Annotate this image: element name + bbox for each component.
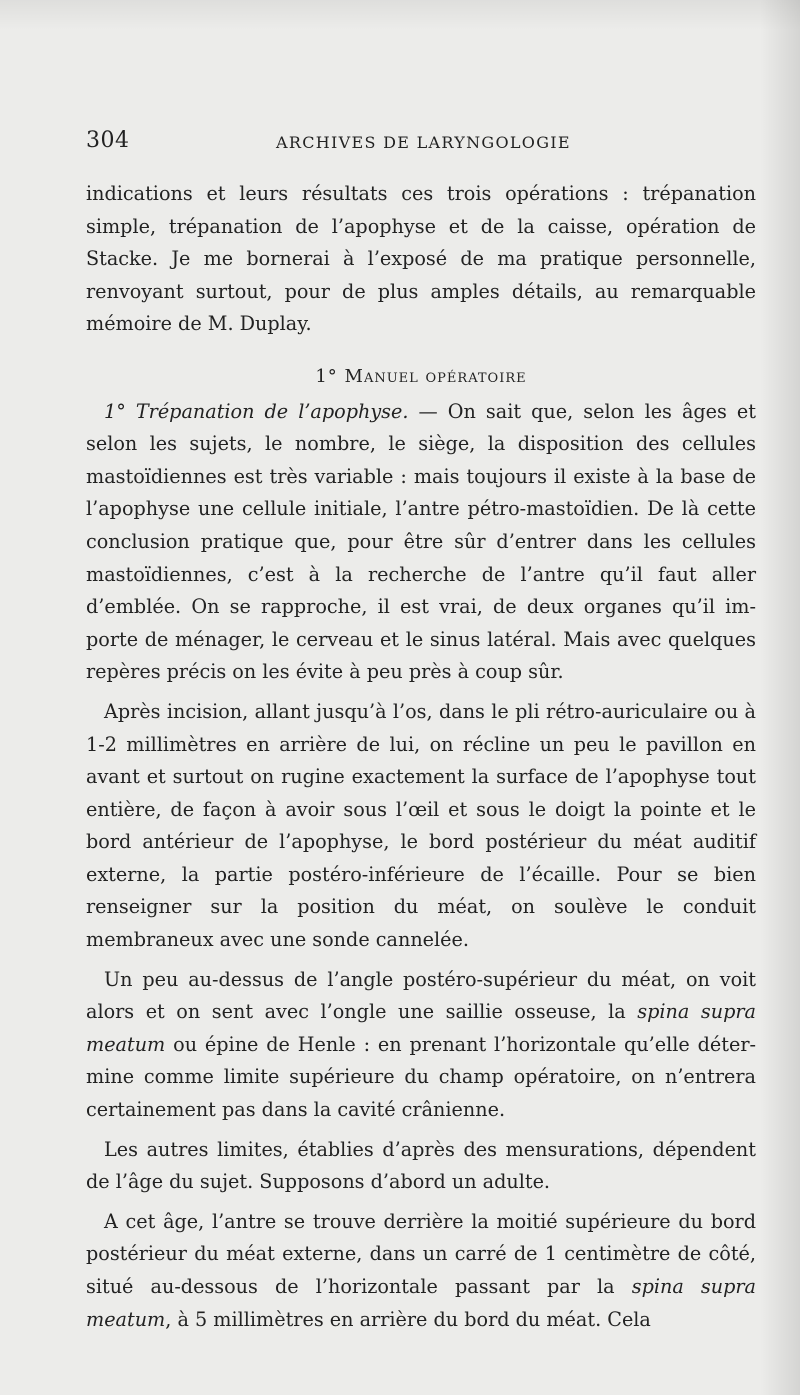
paragraph-adulte <box>86 1206 756 1336</box>
paragraph-continuation: indications et leurs résultats ces trois opérations : trépanation simple, trépanation de l’apophyse et de la caisse, opération de Stacke. Je me bornerai à l’exposé de ma pratique personnelle, renvoyant surtout, pour de plus amples détails, au remarquable mémoire de M. Duplay. <box>86 182 756 336</box>
body-text <box>86 178 756 1336</box>
paragraph-incision: Après incision, allant jusqu’à l’os, dans le pli rétro-auriculaire ou à 1-2 millimètres en arrière de lui, on récline un peu le pavillon en avant et surtout on rugine exactement la surface de l’apophyse tout entière, de façon à avoir sous l’œil et sous le doigt la pointe et le bord antérieur de l’apophyse, le bord postérieur du méat auditif externe, la partie postéro-inférieure de l’écaille. Pour se bien renseigner sur la position du méat, on soulève le conduit membraneux avec une sonde cannelée. <box>86 699 756 952</box>
page-number: 304 <box>86 128 130 153</box>
paragraph-spina-term: spina supra meatum <box>86 1000 756 1056</box>
paragraph-trepanation-body: — On sait que, selon les âges et selon les sujets, le nombre, le siège, la disposition des cellules mastoïdiennes est très variable : mais toujours il existe à la base de l’apophyse une cellule initiale, l’antre pétro-mastoïdien. De là cette conclusion pratique que, pour être sûr d’entrer dans les cellules mastoïdiennes, c’est à la recherche de l’antre qu’il faut aller d’emblée. On se rapproche, il est vrai, de deux organes qu’il importe de ménager, le cerveau et le sinus latéral. Mais avec quelques repères précis on les évite à peu près à coup sûr. <box>86 399 756 684</box>
paragraph-adulte-part-a: A cet âge, l’antre se trouve derrière la moitié supérieure du bord postérieur du méat externe, dans un carré de 1 centimètre de côté, situé au-dessous de l’horizontale passant par la <box>86 1209 756 1298</box>
paragraph-adulte-term: spina supra meatum <box>86 1275 756 1331</box>
paragraph-adulte-part-b: , à 5 millimètres en arrière du bord du méat. Cela <box>165 1307 651 1331</box>
paragraph-spina-part-a: Un peu au-dessus de l’angle postéro-supérieur du méat, on voit alors et on sent avec l’ongle une saillie osseuse, la <box>86 967 756 1024</box>
paragraph-spina <box>86 964 756 1127</box>
page-gutter-shadow <box>760 0 800 1395</box>
page-header <box>86 128 756 158</box>
subsection-title: 1° Trépanation de l’apophyse. <box>104 399 409 423</box>
running-title: ARCHIVES DE LARYNGOLOGIE <box>276 133 571 152</box>
paragraph-trepanation <box>86 396 756 689</box>
paragraph-limites: Les autres limites, établies d’après des mensurations, dépendent de l’âge du sujet. Supposons d’abord un adulte. <box>86 1137 756 1194</box>
paragraph-spina-part-b: ou épine de Henle : en prenant l’horizontale qu’elle détermine comme limite supérieure du champ opératoire, on n’entrera certainement pas dans la cavité crânienne. <box>86 1032 756 1122</box>
page-top-shadow <box>0 0 800 30</box>
section-heading-text: 1° Manuel opératoire <box>315 365 527 387</box>
section-heading <box>86 361 756 394</box>
